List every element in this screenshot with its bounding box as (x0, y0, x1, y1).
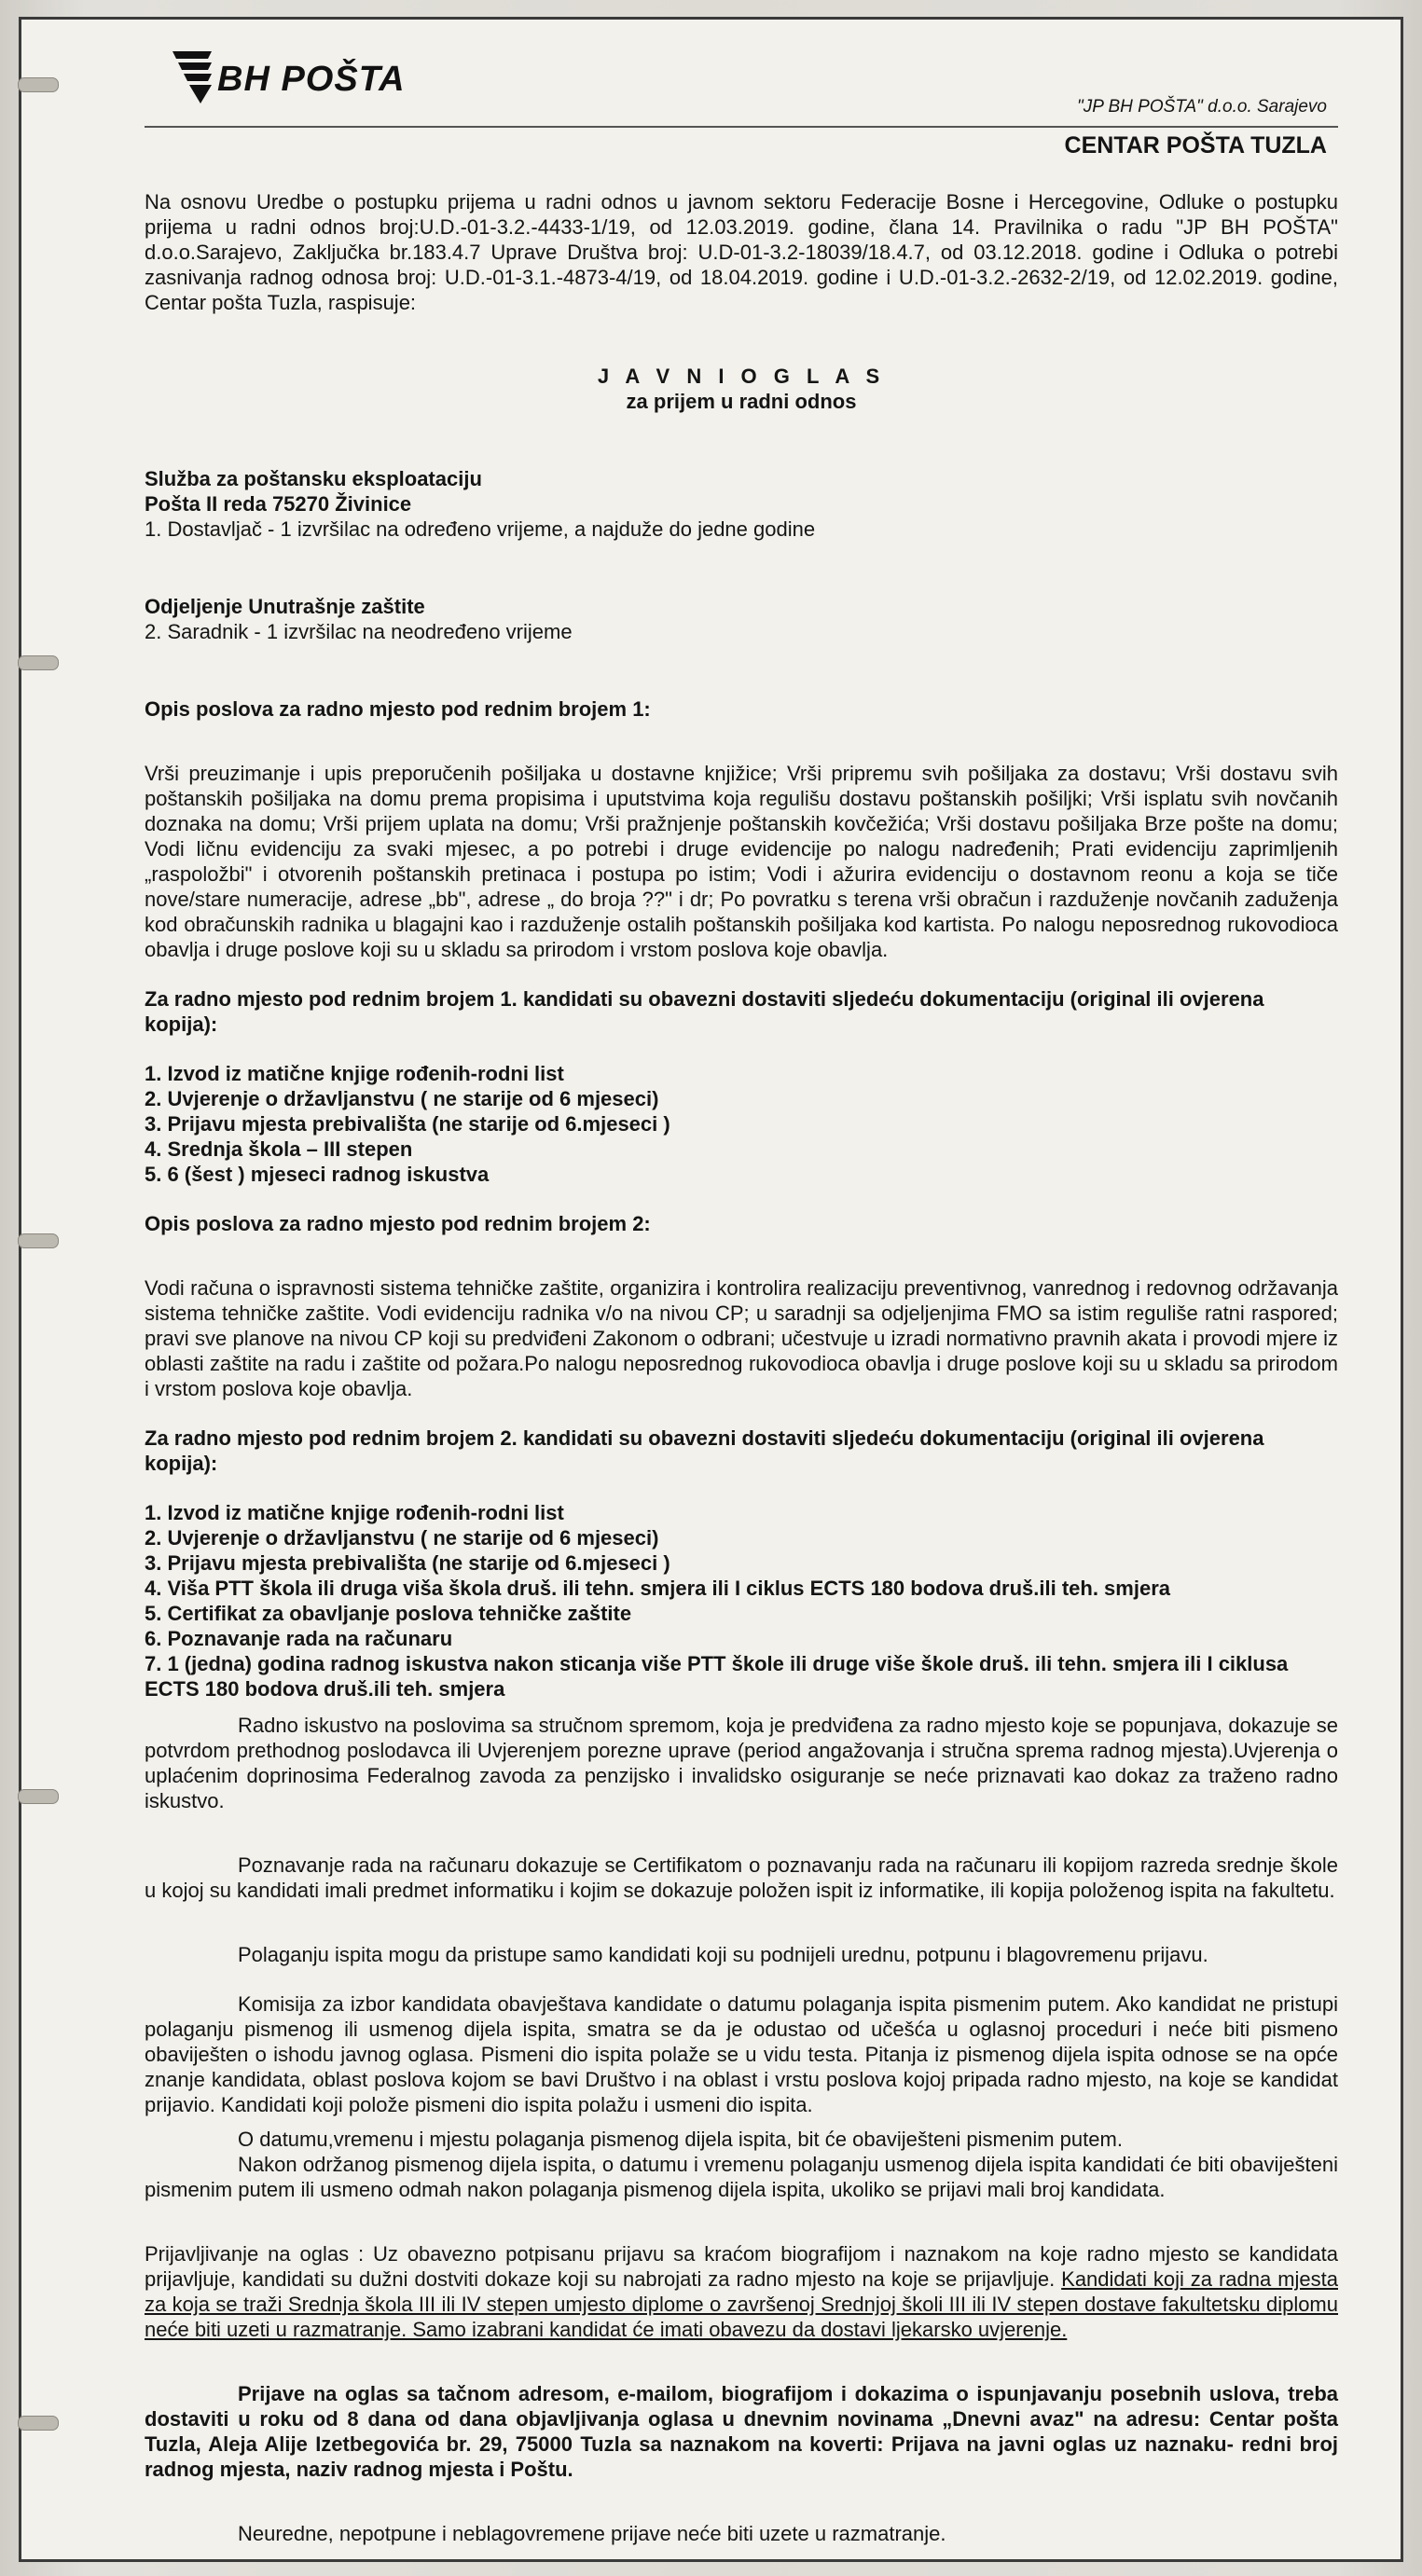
list-item: 1. Izvod iz matične knjige rođenih-rodni list (145, 1062, 564, 1085)
list-item: 3. Prijavu mjesta prebivališta (ne starije od 6.mjeseci ) (145, 1551, 670, 1575)
application-paragraph (145, 2241, 1338, 2342)
application-underlined-text: Kandidati koji za radna mjesta za koja se traži Srednja škola III ili IV stepen umjesto diplome o završenoj Srednjoj školi III ili IV stepen dostave fakultetsku diplomu neće biti uzeti u razmatranje. Samo izabrani kandidat će imati obavezu da dostavi ljekarsko uvjerenje. (145, 2267, 1338, 2341)
unit1-department: Služba za poštansku eksploataciju (145, 467, 482, 490)
desc1-text: Vrši preuzimanje i upis preporučenih pošiljaka u dostavne knjižice; Vrši pripremu svih pošiljaka za dostavu; Vrši dostavu svih poštanskih pošiljaka na domu prema propisima i uputstvima koja regulišu dostavu poštanskih pošiljki; Vrši isplatu svih novčanih doznaka na domu; Vrši prijem uplata na domu; Vrši pražnjenje poštanskih kovčežića; Vrši dostavu pošiljaka Brze pošte na domu; Vodi ličnu evidenciju za svaki mjesec, a po potrebi i druge evidencije po nalogu nadređenih; Prati evidenciju zaprimljenih „raspoložbi" i otvorenih poštanskih pretinaca i postupa po istim; Vodi i ažurira evidenciju o dostavnom reonu a koja se tiče nove/stare numeracije, adrese „bb", adrese „ do broja ??" i dr; Po povratku s terena vrši obračun i razduženje novčanih zaduženja kod obračunskih radnika u blagajni kao i razduženje ostalih poštanskih pošiljaka kod kartista. Po nalogu neposrednog rukovodioca obavlja i druge poslove koji su u skladu sa prirodom i vrstom poslova koje obavlja. (145, 762, 1338, 961)
unit2-department: Odjeljenje Unutrašnje zaštite (145, 595, 425, 618)
intro-paragraph: Na osnovu Uredbe o postupku prijema u radni odnos u javnom sektoru Federacije Bosne i Hercegovine, Odluke o postupku prijema u radni odnos broj:U.D.-01-3.2.-4433-1/19, od 12.03.2019. godine, člana 14. Pravilnika o radu "JP BH POŠTA" d.o.o.Sarajevo, Zaključka br.183.4.7 Uprave Društva broj: U.D-01-3.2-18039/18.4.7, od 03.12.2018. godine i Odluka o potrebi zasnivanja radnog odnosa broj: U.D.-01-3.1.-4873-4/19, od 18.04.2019. godine i U.D.-01-3.2.-2632-2/19, od 12.02.2019. godine, Centar pošta Tuzla, raspisuje: (145, 190, 1338, 314)
list-item: 2. Uvjerenje o državljanstvu ( ne starije od 6 mjeseci) (145, 1087, 659, 1110)
header-rule (145, 126, 1338, 128)
desc2-text: Vodi računa o ispravnosti sistema tehničke zaštite, organizira i kontrolira realizaciju preventivnog, vanrednog i redovnog održavanja sistema tehničke zaštite. Vodi evidenciju radnika v/o na nivou CP; u saradnji sa odjeljenjima FMO sa istim reguliše ratni raspored; pravi sve planove na nivou CP koji su predviđeni Zakonom o odbrani; učestvuje u izradi normativno pravnih akata i provodi mjere iz oblasti zaštite na radu i zaštite od požara.Po nalogu neposrednog rukovodioca obavlja i druge poslove koji su u skladu sa prirodom i vrstom poslova koje obavlja. (145, 1276, 1338, 1400)
oral-exam-paragraph: Nakon održanog pismenog dijela ispita, o datumu i vremenu polaganju usmenog dijela ispita kandidati će biti obaviješteni pismenim putem ili usmeno odmah nakon polaganja pismenog dijela ispita, ukoliko se prijavi mali broj kandidata. (145, 2153, 1338, 2201)
final-note: Neuredne, nepotpune i neblagovremene prijave neće biti uzete u razmatranje. (238, 2522, 946, 2545)
letterhead (145, 40, 1338, 189)
desc1-heading: Opis poslova za radno mjesto pod rednim brojem 1: (145, 697, 651, 721)
binder-hole (18, 2416, 59, 2431)
oglas-subtitle: za prijem u radni odnos (626, 390, 857, 413)
list-item: 4. Viša PTT škola ili druga viša škola druš. ili tehn. smjera ili I ciklus ECTS 180 bodova druš.ili teh. smjera (145, 1577, 1170, 1600)
experience-paragraph: Radno iskustvo na poslovima sa stručnom spremom, koja je predviđena za radno mjesto koje se popunjava, dokazuje se potvrdom prethodnog poslodavca ili Uvjerenjem porezne uprave (period angažovanja i stručna sprema radnog mjesta).Uvjerenja o uplaćenim doprinosima Federalnog zavoda za penzijsko i invalidsko osiguranje se neće priznavati kao dokaz za traženo radno iskustvo. (145, 1714, 1338, 1812)
list-item: 1. Izvod iz matične knjige rođenih-rodni list (145, 1501, 564, 1524)
docs1-heading: Za radno mjesto pod rednim brojem 1. kandidati su obavezni dostaviti sljedeću dokumentaciju (original ili ovjerena kopija): (145, 987, 1264, 1036)
binder-hole (18, 1233, 59, 1248)
computer-paragraph: Poznavanje rada na računaru dokazuje se Certifikatom o poznavanju rada na računaru ili kopijom razreda srednje škole u kojoj su kandidati imali predmet informatiku i kojim se dokazuje položen ispit iz informatike, ili kopija položenog ispita na fakultetu. (145, 1853, 1338, 1902)
docs2-heading: Za radno mjesto pod rednim brojem 2. kandidati su obavezni dostaviti sljedeću dokumentaciju (original ili ovjerena kopija): (145, 1426, 1264, 1475)
docs1-list (145, 1061, 1338, 1187)
list-item: 5. Certifikat za obavljanje poslova tehničke zaštite (145, 1602, 632, 1625)
binder-hole (18, 77, 59, 92)
logo-text: BH POŠTA (217, 59, 406, 99)
position-2: 2. Saradnik - 1 izvršilac na neodređeno vrijeme (145, 620, 573, 643)
company-name: "JP BH POŠTA" d.o.o. Sarajevo (1077, 97, 1327, 117)
list-item: 5. 6 (šest ) mjeseci radnog iskustva (145, 1163, 490, 1186)
exam-date-paragraph: O datumu,vremenu i mjestu polaganja pismenog dijela ispita, bit će obaviješteni pismenim putem. (238, 2128, 1123, 2151)
center-name: CENTAR POŠTA TUZLA (1064, 132, 1327, 158)
oglas-title: J A V N I O G L A S (597, 365, 886, 388)
exam-paragraph: Polaganju ispita mogu da pristupe samo kandidati koji su podnijeli urednu, potpunu i blagovremenu prijavu. (238, 1943, 1208, 1966)
list-item: 6. Poznavanje rada na računaru (145, 1627, 453, 1650)
binder-hole (18, 1789, 59, 1804)
unit1-office: Pošta II reda 75270 Živinice (145, 492, 412, 516)
list-item: 7. 1 (jedna) godina radnog iskustva nakon sticanja više PTT škole ili druge više škole druš. ili tehn. smjera ili I ciklusa ECTS 180 bodova druš.ili teh. smjera (145, 1652, 1289, 1701)
document-content (145, 40, 1338, 2546)
document-page (19, 17, 1403, 2562)
list-item: 3. Prijavu mjesta prebivališta (ne starije od 6.mjeseci ) (145, 1112, 670, 1136)
position-1: 1. Dostavljač - 1 izvršilac na određeno vrijeme, a najduže do jedne godine (145, 517, 816, 541)
bh-posta-logo (171, 46, 406, 105)
docs2-list (145, 1500, 1338, 1701)
list-item: 2. Uvjerenje o državljanstvu ( ne starije od 6 mjeseci) (145, 1526, 659, 1550)
application-text: Prijavljivanje na oglas : Uz obavezno potpisanu prijavu sa kraćom biografijom i naznakom na koje radno mjesto se kandidata prijavljuje, kandidati su dužni dostviti dokaze koji su nabrojati za radno mjesto na koje se prijavljuje. (145, 2242, 1338, 2291)
list-item: 4. Srednja škola – III stepen (145, 1137, 413, 1161)
submission-paragraph: Prijave na oglas sa tačnom adresom, e-mailom, biografijom i dokazima o ispunjavanju posebnih uslova, treba dostaviti u roku od 8 dana od dana objavljivanja oglasa u dnevnim novinama „Dnevni avaz" na adresu: Centar pošta Tuzla, Aleja Alije Izetbegovića br. 29, 75000 Tuzla sa naznakom na koverti: Prijava na javni oglas uz naznaku- redni broj radnog mjesta, naziv radnog mjesta i Poštu. (145, 2382, 1338, 2481)
desc2-heading: Opis poslova za radno mjesto pod rednim brojem 2: (145, 1212, 651, 1235)
logo-wing-icon (171, 46, 214, 105)
commission-paragraph: Komisija za izbor kandidata obavještava kandidate o datumu polaganja ispita pismenim putem. Ako kandidat ne pristupi polaganju pismenog ili usmenog dijela ispita, smatra se da je odustao od učešća u oglasnoj proceduri i neće biti pismeno obaviješten o ishodu javnog oglasa. Pismeni dio ispita polaže se u vidu testa. Pitanja iz pismenog dijela ispita odnose se na opće znanje kandidata, oblast poslova kojom se bavi Društvo i na oblast i vrstu poslova kojoj pripada radno mjesto, na koje se kandidat prijavio. Kandidati koji polože pismeni dio ispita polažu i usmeni dio ispita. (145, 1992, 1338, 2116)
binder-hole (18, 655, 59, 670)
